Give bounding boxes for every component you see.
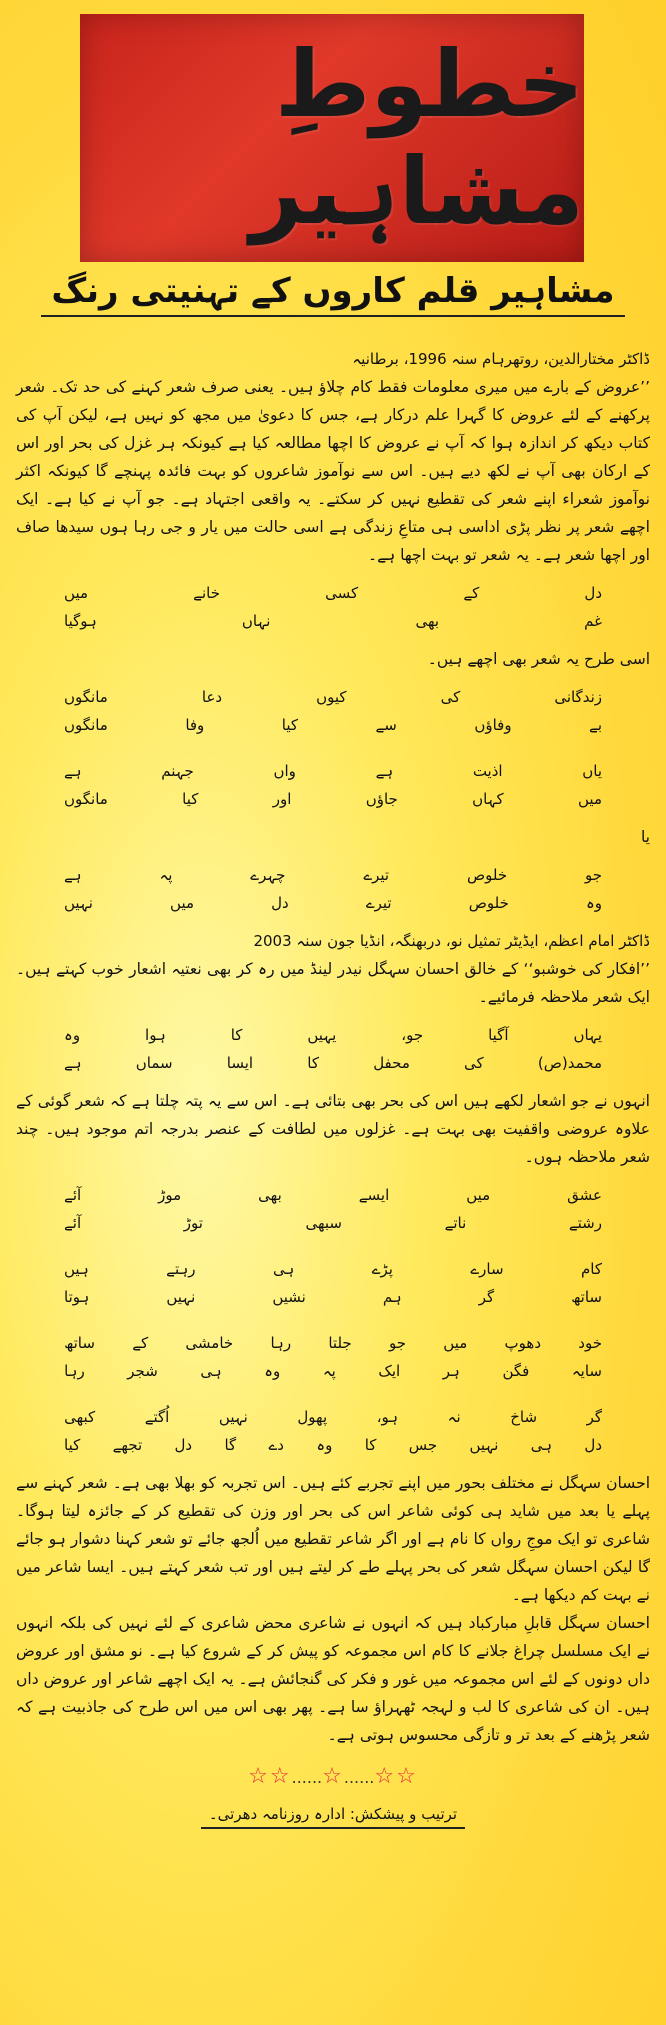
verse-word: نہ	[447, 1408, 461, 1426]
verse-word: خانے	[193, 584, 220, 602]
verse-line	[64, 1403, 602, 1431]
verse-word: بھی	[415, 612, 440, 630]
verse-word: آگیا	[488, 1026, 509, 1044]
headline-text: مشاہیر قلم کاروں کے تہنیتی رنگ	[41, 270, 624, 317]
verse-word: وفاؤں	[474, 716, 512, 734]
verse-word: مانگوں	[64, 716, 108, 734]
verse-word: وہ	[585, 894, 602, 912]
separator-dots: ......	[343, 1768, 375, 1787]
verse-word: خامشی	[185, 1334, 234, 1352]
verse-word: کی	[464, 1054, 484, 1072]
verse-word: اور	[272, 790, 292, 808]
verse-line	[64, 1049, 602, 1077]
verse-word: نہیں	[166, 1288, 196, 1306]
verse-4	[16, 861, 650, 917]
verse-word: میں	[466, 1186, 491, 1204]
verse-word: دل	[271, 894, 289, 912]
verse-word: تیرے	[363, 866, 390, 884]
verse-word: سماں	[135, 1054, 173, 1072]
star-icon: ☆☆	[374, 1764, 418, 1789]
verse-6	[16, 1181, 650, 1459]
verse-word: ساتھ	[64, 1334, 95, 1352]
verse-word: نہیں	[64, 894, 93, 912]
article-headline	[0, 270, 666, 317]
verse-word: کبھی	[64, 1408, 96, 1426]
paragraph-3: انہوں نے جو اشعار لکھے ہیں اس کی بحر بھی بتائی ہے۔ اس سے یہ پتہ چلتا ہے کہ شعر گوئی کے علاوہ عروضی واقفیت بھی بہت ہے۔ غزلوں میں لطافت کے عنصر بدرجہ اتم موجود ہیں۔ چند شعر ملاحظہ ہوں۔	[16, 1092, 650, 1166]
note-1: اسی طرح یہ شعر بھی اچھے ہیں۔	[427, 650, 650, 668]
verse-word: ہے	[64, 762, 82, 780]
verse-line	[64, 1283, 602, 1311]
verse-word: مانگوں	[64, 790, 108, 808]
masthead-banner	[80, 14, 584, 262]
verse-word: رہتے	[166, 1260, 196, 1278]
verse-word: وفا	[185, 716, 205, 734]
verse-word: دل	[174, 1436, 193, 1454]
verse-word: ہوا	[145, 1026, 166, 1044]
verse-word: کسی	[325, 584, 359, 602]
verse-line	[64, 1357, 602, 1385]
verse-word: دل	[584, 1436, 602, 1454]
verse-line	[64, 607, 602, 635]
verse-word: جو	[584, 866, 602, 884]
verse-word: خود	[578, 1334, 602, 1352]
verse-word: ہی	[272, 1260, 295, 1278]
separator-stars	[16, 1763, 650, 1792]
verse-line	[64, 683, 602, 711]
verse-word: تجھے	[112, 1436, 143, 1454]
verse-word: یہیں	[307, 1026, 337, 1044]
verse-word: خلوص	[468, 894, 509, 912]
verse-word: ہیں	[64, 1260, 89, 1278]
verse-word: آئے	[64, 1186, 82, 1204]
verse-word: ہو،	[376, 1408, 399, 1426]
verse-5	[16, 1021, 650, 1077]
verse-word: نہیں	[218, 1408, 248, 1426]
verse-word: ایک	[378, 1362, 401, 1380]
byline-1: ڈاکٹر مختارالدین، روتھرہام سنہ 1996، برطانیہ	[352, 350, 650, 368]
verse-word: ہے	[64, 1054, 82, 1072]
paragraph-5: احسان سہگل قابلِ مبارکباد ہیں کہ انہوں نے شاعری محض شاعری کے لئے نہیں کی بلکہ انہوں نے ایک مسلسل چراغ جلانے کا کام اس مجموعہ کو پیش کر کے شروع کیا ہے۔ نو مشق اور عروض داں دونوں کے لئے اس مجموعہ میں غور و فکر کی گنجائش ہے۔ یہ ایک اچھے شاعر اور عروض داں ہیں۔ ان کی شاعری کا لب و لہجہ ٹھہراؤ سا ہے۔ پھر بھی اس میں اس طرح کی جاذبیت ہے کہ شعر پڑھنے کے بعد تر و تازگی محسوس ہوتی ہے۔	[16, 1614, 650, 1744]
verse-word: چہرے	[250, 866, 286, 884]
verse-word: مانگوں	[64, 688, 108, 706]
paragraph-2: ’’افکار کی خوشبو‘‘ کے خالق احسان سہگل نیدر لینڈ میں رہ کر بھی نعتیہ اشعار خوب کہتے ہیں۔ ایک شعر ملاحظہ فرمائیے۔	[16, 960, 650, 1006]
separator-dots: ......	[291, 1768, 323, 1787]
verse-word: گر	[586, 1408, 602, 1426]
verse-word: محفل	[373, 1054, 410, 1072]
verse-word: کیوں	[316, 688, 347, 706]
banner-title: خطوطِ مشاہیر	[250, 31, 584, 245]
star-icon: ☆	[322, 1764, 344, 1789]
verse-word: ساتھ	[571, 1288, 602, 1306]
verse-word: جاؤں	[365, 790, 398, 808]
verse-line	[64, 757, 602, 785]
verse-word: شاخ	[510, 1408, 538, 1426]
verse-word: ناتے	[444, 1214, 467, 1232]
verse-word: سبھی	[305, 1214, 342, 1232]
verse-word: کے	[463, 584, 480, 602]
verse-word: ہے	[375, 762, 394, 780]
verse-word: دھوپ	[504, 1334, 542, 1352]
verse-word: خلوص	[466, 866, 508, 884]
verse-word: دل	[584, 584, 602, 602]
verse-word: عشق	[567, 1186, 602, 1204]
verse-word: فگن	[502, 1362, 530, 1380]
verse-word: کا	[364, 1436, 377, 1454]
verse-2	[16, 683, 650, 813]
verse-line	[64, 1181, 602, 1209]
verse-word: ایسے	[358, 1186, 390, 1204]
article-body	[16, 345, 650, 1828]
verse-word: یاں	[582, 762, 602, 780]
verse-line	[64, 1021, 602, 1049]
verse-word: جلتا	[328, 1334, 352, 1352]
verse-word: وہ	[264, 1362, 281, 1380]
verse-line	[64, 785, 602, 813]
verse-word: نہاں	[241, 612, 271, 630]
verse-word: اذیت	[472, 762, 503, 780]
verse-word: واں	[273, 762, 296, 780]
note-2: یا	[640, 828, 650, 846]
verse-word: پڑے	[371, 1260, 393, 1278]
verse-word: وہ	[316, 1436, 333, 1454]
verse-word: ہے	[64, 866, 82, 884]
verse-word: کی	[440, 688, 461, 706]
verse-word: زندگانی	[554, 688, 602, 706]
verse-line	[64, 1431, 602, 1459]
verse-word: دے	[268, 1436, 284, 1454]
verse-word: کہاں	[472, 790, 504, 808]
verse-word: جس	[408, 1436, 438, 1454]
verse-word: رہا	[64, 1362, 85, 1380]
verse-word: دعا	[201, 688, 223, 706]
verse-word: اُگتے	[144, 1408, 170, 1426]
verse-word: نشیں	[272, 1288, 306, 1306]
verse-line	[64, 1329, 602, 1357]
verse-word: جہنم	[161, 762, 194, 780]
verse-word: کیا	[64, 1436, 81, 1454]
verse-word: پہ	[159, 866, 173, 884]
verse-word: میں	[64, 584, 89, 602]
verse-word: ہم	[382, 1288, 402, 1306]
verse-word: میں	[170, 894, 195, 912]
verse-word: جو	[388, 1334, 406, 1352]
verse-word: کام	[581, 1260, 602, 1278]
verse-word: یہاں	[573, 1026, 602, 1044]
verse-word: رشتے	[568, 1214, 602, 1232]
verse-word: وہ	[64, 1026, 81, 1044]
verse-word: کا	[230, 1026, 243, 1044]
verse-word: پہ	[322, 1362, 336, 1380]
verse-word: تیرے	[365, 894, 392, 912]
verse-line	[64, 711, 602, 739]
verse-word: محمد(ص)	[537, 1054, 602, 1072]
star-icon: ☆☆	[248, 1764, 292, 1789]
verse-word: سے	[375, 716, 397, 734]
verse-word: سایہ	[571, 1362, 602, 1380]
verse-line	[64, 861, 602, 889]
verse-word: ہی	[200, 1362, 222, 1380]
verse-word: رہا	[270, 1334, 292, 1352]
paragraph-4: احسان سہگل نے مختلف بحور میں اپنے تجربے کئے ہیں۔ اس تجربہ کو بھلا بھی ہے۔ شعر کہنے سے پہلے یا بعد میں شاید ہی کوئی شاعر اس کی بحر اور وزن کی تقطیع کر کے جائزہ لیتا ہوگا۔ شاعری تو ایک موجِ رواں کا نام ہے اور اگر شاعر تقطیع میں اُلجھ جائے تو شعر کہنا دشوار ہو جائے گا لیکن احسان سہگل شعر کی بحر پہلے طے کر لیتے ہیں اور تب شعر کہتے ہیں۔ ایسا شاعر میں نے بہت کم دیکھا ہے۔	[16, 1474, 650, 1604]
verse-word: گا	[224, 1436, 237, 1454]
verse-word: میں	[443, 1334, 468, 1352]
verse-word: غم	[584, 612, 602, 630]
verse-word: کیا	[182, 790, 199, 808]
verse-word: بے	[589, 716, 602, 734]
verse-word: نہیں	[469, 1436, 499, 1454]
verse-word: کا	[307, 1054, 319, 1072]
byline-2: ڈاکٹر امام اعظم، ایڈیٹر تمثیل نو، دربھنگہ، انڈیا جون سنہ 2003	[253, 932, 650, 950]
paragraph-1: ’’عروض کے بارے میں میری معلومات فقط کام چلاؤ ہیں۔ یعنی صرف شعر کہنے کی حد تک۔ شعر پرکھنے کے لئے عروض کا گہرا علم درکار ہے، جس کا دعویٰ میں مجھ کو نہیں ہے، لیکن آپ کی کتاب دیکھ کر اندازہ ہوا کہ آپ نے عروض کا اچھا مطالعہ کیا ہے کیونکہ ہر غزل کی بحر اور اس کے ارکان بھی آپ نے لکھ دیے ہیں۔ اس سے نوآموز شاعروں کو بہت فائدہ پہنچے گا کیونکہ اکثر نوآموز شعراء اپنے شعر کی تقطیع نہیں کر سکتے۔ یہ واقعی اجتہاد ہے۔ جو آپ نے کیا ہے۔ ایک اچھے شعر پر نظر پڑی اداسی ہی متاعِ زندگی ہے اسی حالت میں یار و جی رہا ہوں سیدھا صاف اور اچھا شعر ہے۔ یہ شعر تو بہت اچھا ہے۔	[16, 378, 650, 564]
verse-word: جو،	[401, 1026, 424, 1044]
verse-word: بھی	[258, 1186, 282, 1204]
verse-line	[64, 889, 602, 917]
credit-line	[16, 1800, 650, 1828]
verse-word: توڑ	[183, 1214, 203, 1232]
verse-word: پھول	[297, 1408, 328, 1426]
verse-line	[64, 579, 602, 607]
verse-word: میں	[578, 790, 602, 808]
verse-word: آئے	[64, 1214, 82, 1232]
credit-text: ترتیب و پیشکش: ادارہ روزنامہ دھرتی۔	[201, 1805, 465, 1829]
verse-word: ہر	[442, 1362, 460, 1380]
verse-word: موڑ	[158, 1186, 182, 1204]
verse-word: سارے	[470, 1260, 504, 1278]
verse-word: ایسا	[226, 1054, 254, 1072]
verse-word: ہوتا	[64, 1288, 90, 1306]
verse-word: شجر	[127, 1362, 158, 1380]
verse-word: ہوگیا	[64, 612, 97, 630]
verse-word: کے	[132, 1334, 149, 1352]
verse-line	[64, 1209, 602, 1237]
verse-1	[16, 579, 650, 635]
verse-line	[64, 1255, 602, 1283]
verse-word: گر	[478, 1288, 495, 1306]
verse-word: کیا	[281, 716, 299, 734]
verse-word: ہی	[530, 1436, 553, 1454]
